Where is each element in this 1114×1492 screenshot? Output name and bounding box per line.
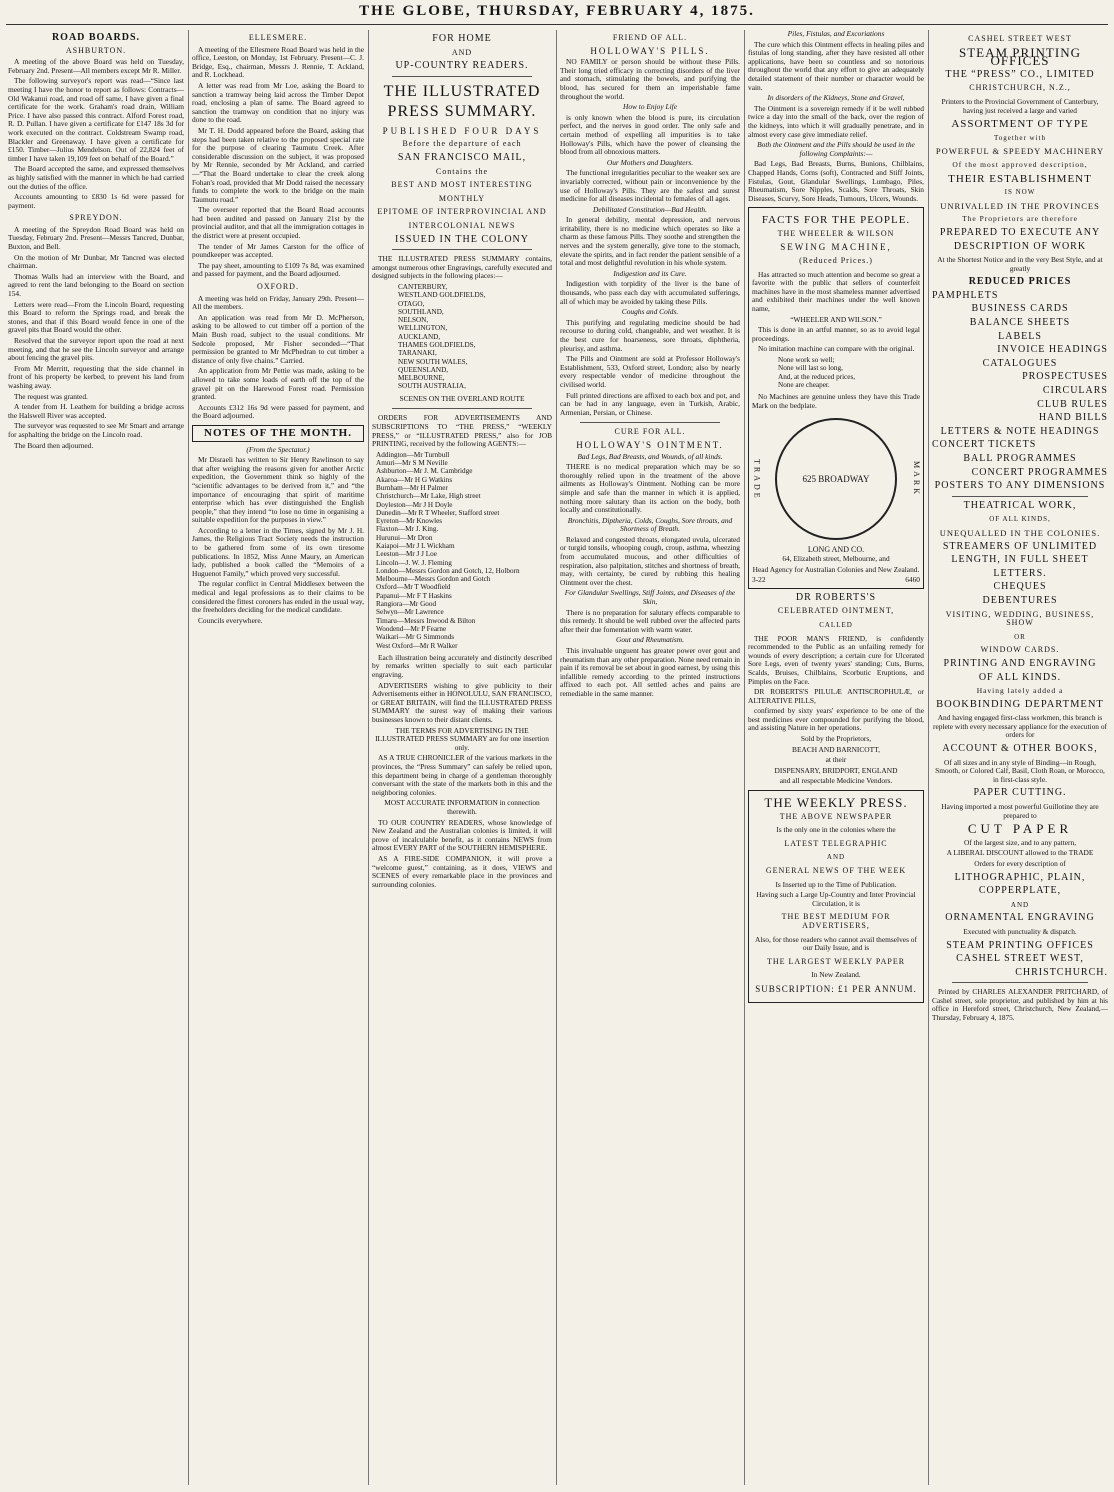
- paragraph: Printers to the Provincial Government of Canterbury, having just received a large and varied: [941, 96, 1099, 115]
- ad-heading: UP-COUNTRY READERS.: [395, 60, 529, 72]
- paragraph: On the motion of Mr Dunbar, Mr Tancred was elected chairman.: [8, 252, 184, 271]
- subheading: How to Enjoy Life: [623, 102, 677, 112]
- list-item: Oxford—Mr T Woodfield: [376, 583, 451, 592]
- paragraph: Each illustration being accurately and distinctly described by remarks written specially to suit each particular engraving.: [372, 652, 552, 680]
- ad-text: LETTERS.: [993, 567, 1047, 579]
- paragraph: THE ILLUSTRATED PRESS SUMMARY contains, amongst numerous other Engravings, carefully executed and designed subjects in the following places:—: [372, 254, 552, 281]
- list-item: NELSON,: [398, 316, 429, 325]
- paragraph: A meeting of the above Board was held on Tuesday, February 2nd. Present—All members except Mr R. Miller.: [8, 57, 184, 75]
- subheading: Piles, Fistulas, and Excoriations: [787, 30, 885, 38]
- ad-text: CASHEL STREET WEST: [968, 34, 1072, 43]
- ad-text: CHRISTCHURCH.: [1015, 966, 1108, 978]
- paragraph: The Ointment is a sovereign remedy if it be well rubbed twice a day into the small of the back, over the region of the kidneys, into which it will gradually penetrate, and in almost every case give immediate relief.: [748, 103, 924, 139]
- ad-text: OF ALL KINDS,: [989, 515, 1051, 524]
- list-item: CONCERT PROGRAMMES: [971, 466, 1108, 478]
- paragraph: A meeting of the Ellesmere Road Board was held in the office, Leeston, on Monday, 1st February. Present—C. J. Bridge, Esq., chairman, Messrs J. Rennie, T. Ackland, and R. Lockhead.: [192, 44, 364, 80]
- list-item: BALL PROGRAMMES: [963, 453, 1077, 464]
- ad-heading: THEIR ESTABLISHMENT: [948, 172, 1092, 185]
- ad-text: Before the departure of each: [402, 139, 522, 149]
- ad-heading: ASSORTMENT OF TYPE: [951, 118, 1089, 131]
- holloway-ointment-title: HOLLOWAY'S OINTMENT.: [576, 439, 724, 450]
- subheading: Bad Legs, Bad Breasts, and Wounds, of all kinds.: [577, 451, 723, 461]
- subheading: Indigestion and its Cure.: [613, 268, 687, 278]
- list-item: Timaru—Messrs Inwood & Bilton: [376, 616, 476, 625]
- list-item: SOUTH AUSTRALIA,: [398, 382, 466, 391]
- paragraph: This invaluable unguent has greater power over gout and rheumatism than any other preparation. None need remain in pain if its removal be set about in good earnest, by using this infallible remedy according to the printed instructions affixed to each pot. All settled aches and pains are remediable in the same manner.: [560, 646, 740, 698]
- ad-text: ACCOUNT & OTHER BOOKS,: [942, 743, 1098, 755]
- weekly-press-ad: [748, 790, 924, 1003]
- ad-text: VISITING, WEDDING, BUSINESS, SHOW: [945, 609, 1095, 628]
- paragraph: confirmed by sixty years' experience to be one of the best medicines ever compounded for purifying the blood, and assisting Nature in her operations.: [748, 706, 924, 733]
- divider: [952, 982, 1088, 983]
- ad-heading: BOOKBINDING DEPARTMENT: [936, 698, 1104, 710]
- paragraph: A meeting of the Spreydon Road Board was held on Tuesday, February 2nd. Present—Messrs Tancred, Dunbar, Buxton, and Bell.: [8, 224, 184, 252]
- paragraph: The overseer reported that the Board Road accounts had been audited and passed on January 21st by the provincial auditor, and that all the immigration cottages in the district were at present occupied.: [192, 205, 364, 241]
- list-item: PROSPECTUSES: [1022, 371, 1108, 383]
- paragraph: The Board then adjourned.: [14, 440, 94, 450]
- ad-reference-left: 3-22: [752, 575, 766, 585]
- ad-text: Of the most approved description,: [952, 159, 1088, 169]
- paragraph: No Machines are genuine unless they have this Trade Mark on the bedplate.: [752, 392, 920, 410]
- list-item: SOUTHLAND,: [398, 307, 444, 316]
- ad-text: CELEBRATED OINTMENT,: [777, 606, 895, 616]
- ad-heading: FACTS FOR THE PEOPLE.: [761, 214, 911, 227]
- ad-text: SEWING MACHINE,: [780, 242, 892, 253]
- paragraph: AS A TRUE CHRONICLER of the various markets in the provinces, the “Press Summary” can safely be relied upon, this department being in charge of a gentleman thoroughly conversant with the state of the markets both in this and the neighboring colonies.: [372, 753, 552, 797]
- list-item: Dunedin—Mr R T Wheeler, Stafford street: [376, 508, 500, 517]
- paragraph: MOST ACCURATE INFORMATION in connection therewith.: [384, 798, 540, 816]
- weekly-press-title: THE WEEKLY PRESS.: [764, 795, 908, 811]
- imprint: Printed by CHARLES ALEXANDER PRITCHARD, of Cashel street, sole proprietor, and published by him at his office in Hereford street, Christchurch, New Zealand,—Thursday, February 4, 1875.: [932, 987, 1108, 1022]
- ad-text: STEAM PRINTING OFFICES: [946, 939, 1094, 951]
- ad-heading: FOR HOME: [432, 33, 492, 44]
- ellesmere-heading: ELLESMERE.: [248, 33, 308, 42]
- paragraph: Letters were read—From the Lincoln Board, requesting this Board to reform the Springs road, and break the stones, and that if this Board would fence in one of the gravel pits that Board would the other.: [8, 299, 184, 335]
- paragraph: Relaxed and congested throats, elongated uvula, ulcerated or turgid tonsils, whooping cough, croup, asthma, wheezing from accumulated mucous, and other difficulties of respiration, also palpitation, stitches and shortness of breath, may, with certainty, be cured by rubbing this healing Ointment over the chest.: [560, 534, 740, 587]
- paragraph: Having imported a most powerful Guillotine they are prepared to: [941, 802, 1099, 820]
- list-item: THAMES GOLDFIELDS,: [398, 340, 476, 349]
- paragraph: Resolved that the surveyor report upon the road at next meeting, and that he see the Lincoln surveyor and arrange about fencing the gravel pits.: [8, 336, 184, 363]
- subheading: Bronchitis, Diptheria, Colds, Coughs, Sore throats, and Shortness of Breath.: [567, 515, 733, 534]
- list-item: Waikari—Mr G Simmonds: [376, 633, 455, 642]
- list-item: POSTERS TO ANY DIMENSIONS: [934, 480, 1106, 492]
- ad-text: LENGTH, IN FULL SHEET: [951, 554, 1089, 566]
- ad-text: THE ABOVE NEWSPAPER: [779, 811, 893, 821]
- paragraph: Of all sizes and in any style of Binding—in Rough, Smooth, or Colored Calf, Basil, Cloth Roan, or Morocco, in first-class style.: [935, 757, 1105, 784]
- wheeler-wilson-ad: [748, 207, 924, 588]
- friend-of-all-heading: FRIEND OF ALL.: [612, 33, 688, 42]
- ad-reference-right: 6460: [905, 575, 920, 585]
- verse: [778, 356, 920, 389]
- ashburton-heading: ASHBURTON.: [65, 45, 127, 55]
- paragraph: From Mr Merritt, requesting that the side channel in front of his property be kerbed, to prevent his land from washing away.: [8, 363, 184, 390]
- list-item: LETTERS & NOTE HEADINGS: [940, 425, 1100, 437]
- reduced-prices-heading: REDUCED PRICES: [968, 276, 1072, 288]
- ad-text: PREPARED TO EXECUTE ANY: [939, 226, 1101, 238]
- paragraph: No imitation machine can compare with the original.: [758, 344, 915, 354]
- column-divider: [744, 30, 745, 1485]
- subheading: Coughs and Colds.: [621, 307, 679, 317]
- list-item: Ashburton—Mr J. M. Cambridge: [376, 467, 473, 476]
- paragraph: and all respectable Medicine Vendors.: [779, 776, 893, 786]
- paragraph: Bad Legs, Bad Breasts, Burns, Bunions, Chilblains, Chapped Hands, Corns (soft), Contracted and Stiff Joints, Fistulas, Gout, Glandular Swellings, Lumbago, Piles, Rheumatism, Sore Nipples, Scalds, Sore Throats, Skin Diseases, Scurvy, Sore Heads, Tumours, Ulcers, Wounds.: [748, 159, 924, 203]
- ad-text: EPITOME OF INTERPROVINCIAL AND: [377, 207, 547, 217]
- ad-text: CHEQUES: [993, 581, 1047, 593]
- paragraph: DISPENSARY, BRIDPORT, ENGLAND: [774, 765, 898, 775]
- ad-text: PAPER CUTTING.: [973, 787, 1067, 799]
- column-holloway: [560, 30, 740, 1485]
- paragraph: Also, for those readers who cannot avail themselves of our Daily Issue, and is: [755, 934, 917, 953]
- ad-text: CHRISTCHURCH, N.Z.,: [969, 83, 1071, 93]
- masthead: THE GLOBE, THURSDAY, FEBRUARY 4, 1875.: [359, 3, 755, 19]
- oxford-heading: OXFORD.: [257, 282, 299, 292]
- paragraph: This purifying and regulating medicine should be had recourse to during cold, changeable, and wet weather. It is the best cure for hoarseness, sore throats, diphtheria, pleurisy, and asthma.: [560, 317, 740, 353]
- paragraph: In general debility, mental depression, and nervous irritability, there is no medicine which operates so like a charm as these famous Pills. They soothe and strengthen the nerves and the system generally, give tone to the stomach, elevate the spirits, and in fact render the patient sensible of a total and most delightful revolution in his whole system.: [560, 215, 740, 268]
- ad-text: LONG AND CO.: [807, 545, 865, 555]
- cut-paper-heading: CUT PAPER: [967, 821, 1073, 837]
- column-ointment-sewing-machine: [748, 30, 924, 1485]
- list-item: London—Messrs Gordon and Gotch, 12, Holborn: [376, 566, 520, 575]
- paragraph: The functional irregularities peculiar to the weaker sex are invariably corrected, without pain or inconvenience by the use of Holloway's Pills. They are the safest and surest medicine for all diseases incidental to females of all ages.: [560, 168, 740, 204]
- paragraph: The following surveyor's report was read—“Since last meeting I have the honor to report as follows: Contracts—Old Wakanui road, and road off same, I have given a final certificate for the work. Graham's road drain, William Price. I have also passed this contract. Alford Forest road, R. D. Pullan. I have given a certificate for £147 18s 3d for work executed on the contract. Coldstream Swamp road, Blackler and Greenaway. I have given a certificate for £150. Timber—Julius Mendelson. Out of 22,824 feet of timber I have taken 19,109 feet on behalf of the Board.”: [8, 76, 184, 163]
- top-rule: [6, 24, 1108, 25]
- paragraph: Accounts amounting to £830 1s 6d were passed for payment.: [8, 192, 184, 210]
- list-item: CONCERT TICKETS: [932, 439, 1037, 451]
- paragraph: Mr Disraeli has written to Sir Henry Rawlinson to say that after weighing the reasons given for another Arctic expedition, the Government think so highly of the “scientific advantages to be derived from it,” and “the importance of encouraging that spirit of maritime enterprise which has ever distinguished the English people,” that they intend “to lose no time in organising a suitable expedition for the purposes in view.”: [192, 455, 364, 525]
- ad-text: (Reduced Prices.): [799, 256, 873, 266]
- paragraph: THE POOR MAN'S FRIEND, is confidently recommended to the Public as an unfailing remedy for wounds of every description; a certain cure for Ulcerated Sore Legs, even of twenty years' standing; Cuts, Burns, Scalds, Bruises, Chilblains, Scorbutic Eruptions, and Pimples on the Face.: [748, 633, 924, 686]
- list-item: MELBOURNE,: [398, 374, 445, 383]
- list-item: BALANCE SHEETS: [969, 317, 1071, 329]
- list-item: Woodend—Mr P Fearne: [376, 624, 447, 633]
- paragraph: ADVERTISERS wishing to give publicity to their Advertisements either in HONOLULU, SAN FRANCISCO, or GREAT BRITAIN, will find the ILLUSTRATED PRESS SUMMARY the surest way of making their various businesses known to their distant clients.: [372, 680, 552, 725]
- ad-text: Together with: [994, 133, 1046, 142]
- paragraph: Orders for every description of: [974, 859, 1066, 868]
- paragraph: NO FAMILY or person should be without these Pills. Their long tried efficacy in correcting disorders of the liver and stomach, stimulating the bowels, and purifying the blood, has secured for them an imperishable fame throughout the world.: [560, 57, 740, 101]
- ad-text: IS NOW: [1004, 188, 1036, 197]
- paragraph: The surveyor was requested to see Mr Smart and arrange for asphalting the bridge on the Lincoln road.: [8, 421, 184, 439]
- spreydon-heading: SPREYDON.: [69, 213, 123, 223]
- column-divider: [928, 30, 929, 1485]
- column-road-boards: [8, 30, 184, 1485]
- paragraph: This is done in an artful manner, so as to avoid legal proceedings.: [752, 325, 920, 343]
- places-list: [398, 283, 552, 391]
- paragraph: “WHEELER AND WILSON.”: [790, 314, 882, 324]
- ad-text: SAN FRANCISCO MAIL,: [397, 151, 527, 163]
- divider: [952, 496, 1088, 497]
- list-item: LABELS: [998, 330, 1042, 342]
- notes-source: (From the Spectator.): [246, 444, 310, 454]
- paragraph: at their: [825, 755, 847, 765]
- paragraph: The tender of Mr James Carston for the office of poundkeeper was accepted.: [192, 241, 364, 260]
- list-item: WELLINGTON,: [398, 324, 448, 333]
- subheading: For Glandular Swellings, Stiff Joints, and Diseases of the Skin,: [564, 588, 736, 607]
- trademark-row: [752, 412, 920, 546]
- column-divider: [556, 30, 557, 1485]
- subheading: Gout and Rheumatism.: [616, 635, 684, 645]
- list-item: Selwyn—Mr Lawrence: [376, 608, 444, 617]
- ad-text: ISSUED IN THE COLONY: [395, 233, 529, 245]
- list-item: HAND BILLS: [1038, 412, 1108, 424]
- ad-text: The Proprietors are therefore: [962, 214, 1078, 224]
- subheading: In disorders of the Kidneys, Stone and Gravel,: [767, 93, 905, 103]
- ad-text: WINDOW CARDS.: [980, 645, 1060, 655]
- paragraph: THERE is no medical preparation which may be so thoroughly relied upon in the treatment of the above ailments as Holloway's Ointment. Nothing can be more simple and safe than the manner in which it is applied, nothing more salutary than its action on the body, both locally and constitutionally.: [560, 462, 740, 515]
- paragraph: DR ROBERTS'S PILULÆ ANTISCROPHULÆ, or ALTERATIVE PILLS,: [748, 687, 924, 705]
- list-item: AUCKLAND,: [398, 332, 441, 341]
- ad-text: CASHEL STREET WEST,: [956, 953, 1084, 965]
- list-item: CIRCULARS: [1042, 385, 1108, 397]
- trademark-seal-icon: [775, 418, 897, 540]
- ad-text: AND: [451, 47, 473, 57]
- press-summary-title: THE ILLUSTRATED PRESS SUMMARY.: [383, 82, 541, 120]
- paragraph: THE TERMS FOR ADVERTISING IN THE ILLUSTRATED PRESS SUMMARY are for one insertion only.: [375, 725, 549, 752]
- paragraph: A LIBERAL DISCOUNT allowed to the TRADE: [946, 848, 1094, 858]
- paragraph: ORDERS FOR ADVERTISEMENTS AND SUBSCRIPTIONS TO “THE PRESS,” “WEEKLY PRESS,” or “ILLUSTRATED PRESS,” also for JOB PRINTING, received by the following AGENTS:—: [372, 413, 552, 449]
- mark-label: MARK: [912, 461, 921, 498]
- list-item: CATALOGUES: [982, 357, 1058, 369]
- paragraph: Full printed directions are affixed to each box and pot, and can be had in any language, even in Turkish, Arabic, Armenian, Persian, or Chinese.: [560, 390, 740, 417]
- list-item: CANTERBURY,: [398, 282, 448, 291]
- ad-text: Having lately added a: [976, 686, 1064, 696]
- list-item: None are cheaper.: [778, 380, 830, 389]
- list-item: Hurunui—Mr Dron: [376, 533, 433, 542]
- cure-for-all-heading: CURE FOR ALL.: [614, 427, 686, 437]
- ad-text: PRINTING AND ENGRAVING: [943, 657, 1097, 669]
- paragraph: Mr T. H. Dodd appeared before the Board, asking that steps had been taken relative to the proposed special rate for the purpose of clearing Taumutu Creek. After considerable discussion on the subject, it was proposed by Mr Rennie, seconded by Mr Ackland, and carried—“That the Board undertake to clear the creek along Fohan's road, provided that Mr Dodd raised the necessary funds to complete the work to the bridge on the main Taumutu road.”: [192, 125, 364, 204]
- paragraph: Indigestion with torpidity of the liver is the bane of thousands, who pass each day with accumulated sufferings, all of which may be avoided by taking these Pills.: [560, 279, 740, 306]
- paragraph: The Pills and Ointment are sold at Professor Holloway's Establishment, 533, Oxford street, London; also by nearly every respectable vendor of medicine throughout the civilised world.: [560, 354, 740, 389]
- paragraph: The pay sheet, amounting to £109 7s 8d, was examined and passed for payment, and the Board adjourned.: [192, 260, 364, 279]
- list-item: WESTLAND GOLDFIELDS,: [398, 291, 486, 300]
- subheading: Debilitated Constitution—Bad Health.: [593, 204, 707, 214]
- paragraph: Thomas Walls had an interview with the Board, and agreed to rent the land belonging to the Board on section 154.: [8, 271, 184, 299]
- paragraph: Has attracted so much attention and become so great a favorite with the public that sellers of counterfeit machines have in the most shameless manner advertised and exhibited their machines under the well known name,: [752, 269, 920, 314]
- paragraph: In New Zealand.: [811, 970, 861, 980]
- paragraph: is only known when the blood is pure, its circulation perfect, and the nerves in good order. The only safe and certain method of expelling all impurities is to take Holloway's Pills, which have the power of cleansing the blood from all obnoxious matters.: [560, 112, 740, 157]
- ad-text: AND: [1010, 900, 1030, 909]
- holloway-pills-title: HOLLOWAY'S PILLS.: [590, 45, 710, 56]
- notes-of-the-month-title: NOTES OF THE MONTH.: [192, 425, 364, 442]
- ad-text: THE WHEELER & WILSON: [777, 228, 895, 238]
- paragraph: There is no preparation for salutary effects comparable to this remedy. It should be well rubbed over the affected parts after their due fomentation with warm water.: [560, 607, 740, 634]
- paragraph: The cure which this Ointment effects in healing piles and fistulas of long standing, after they have resisted all other applications, have been so countless and so notorious throughout the world that any effort to give an adequately detailed statement of their number or character would be vain.: [748, 39, 924, 92]
- list-item: Leeston—Mr J J Loe: [376, 550, 437, 559]
- paragraph: SCENES ON THE OVERLAND ROUTE: [399, 393, 525, 403]
- column-ellesmere-notes: [192, 30, 364, 1485]
- ad-text: UNRIVALLED IN THE PROVINCES: [940, 200, 1100, 211]
- list-item: Doyleston—Mr J H Doyle: [376, 500, 453, 509]
- list-item: CLUB RULES: [1037, 398, 1108, 410]
- paragraph: TO OUR COUNTRY READERS, whose knowledge of New Zealand and the Australian colonies is limited, it will prove of incalculable benefit, as it contains NEWS from almost EVERY PART of the SOUTHERN HEMISPHERE.: [372, 817, 552, 853]
- list-item: QUEENSLAND,: [398, 365, 449, 374]
- ad-reference: [752, 576, 920, 585]
- ad-text: DEBENTURES: [982, 594, 1058, 606]
- list-item: Eyreton—Mr Knowles: [376, 517, 443, 526]
- paragraph: According to a letter in the Times, signed by Mr J. H. James, the Religious Tract Society needs the instruction to be gathered from some of its own tiresome publications. In 1852, Miss Anne Maury, an American lady, published a book called the “Memoirs of a Huguenot Family,” which proved very successful.: [192, 525, 364, 578]
- ad-text: AND: [826, 853, 846, 862]
- ad-text: COPPERPLATE,: [978, 885, 1062, 897]
- paragraph: The regular conflict in Central Middlesex between the medical and legal professions as to their claims to be considered the fittest coroners has ended in the usual way, the freeholders deciding for the medical candidate.: [192, 579, 364, 615]
- ad-text: DESCRIPTION OF WORK: [953, 240, 1087, 252]
- ad-text: THE “PRESS” CO., LIMITED: [945, 68, 1095, 80]
- column-printing-offices: [932, 30, 1108, 1485]
- list-item: Papanui—Mr F T Haskins: [376, 591, 452, 600]
- list-item: Burnham—Mr H Palmer: [376, 483, 448, 492]
- ad-text: THE BEST MEDIUM FOR ADVERTISERS,: [781, 912, 891, 930]
- paragraph: And having engaged first-class workmen, this branch is replete with every necessary appliance for the execution of orders for: [932, 713, 1107, 740]
- subheading: Both the Ointment and the Pills should be used in the following Complaints:—: [757, 140, 915, 158]
- list-item: None work so well;: [778, 356, 835, 364]
- subscription-price: SUBSCRIPTION: £1 PER ANNUM.: [755, 983, 917, 994]
- ad-text: Contains the: [435, 166, 489, 176]
- ad-text: LITHOGRAPHIC, PLAIN,: [954, 871, 1086, 883]
- ad-text: POWERFUL & SPEEDY MACHINERY: [935, 146, 1105, 157]
- paragraph: Having such a Large Up-Country and Inter Provincial Circulation, it is: [756, 890, 916, 908]
- ad-text: BEST AND MOST INTERESTING: [391, 180, 533, 190]
- divider: [392, 408, 532, 409]
- paragraph: Sold by the Proprietors,: [800, 734, 872, 744]
- column-divider: [368, 30, 369, 1485]
- divider: [392, 76, 532, 77]
- ad-text: THE LARGEST WEEKLY PAPER: [766, 956, 906, 966]
- paragraph: BEACH AND BARNICOTT,: [792, 744, 880, 754]
- road-boards-title: ROAD BOARDS.: [51, 32, 141, 43]
- ad-text: UNEQUALLED IN THE COLONIES.: [939, 527, 1101, 538]
- ad-text: STREAMERS OF UNLIMITED: [942, 540, 1098, 552]
- list-item: Akaroa—Mr H G Watkins: [376, 475, 453, 484]
- paragraph: Is Inserted up to the Time of Publication.: [775, 879, 897, 889]
- list-item: Addington—Mr Turnbull: [376, 450, 450, 459]
- list-item: And, at the reduced prices,: [778, 372, 856, 381]
- list-item: PAMPHLETS: [932, 289, 999, 301]
- paragraph: A meeting was held on Friday, January 29th. Present—All the members.: [192, 293, 364, 312]
- ad-text: THEATRICAL WORK,: [963, 499, 1077, 511]
- list-item: None will last so long,: [778, 364, 843, 373]
- seal-text: 625 BROADWAY: [802, 474, 870, 485]
- paragraph: A tender from H. Leathem for building a bridge across the Halswell River was accepted.: [8, 402, 184, 420]
- paragraph: Accounts £312 16s 9d were passed for payment, and the Board adjourned.: [192, 402, 364, 421]
- subheading: Our Mothers and Daughters.: [606, 157, 694, 167]
- ad-heading: DR ROBERTS'S: [795, 591, 877, 603]
- paragraph: Of the largest size, and to any pattern,: [963, 837, 1077, 847]
- list-item: Flaxton—Mr J. King.: [376, 525, 439, 534]
- list-item: Melbourne—Messrs Gordon and Gotch: [376, 575, 491, 584]
- paragraph: The Board accepted the same, and expressed themselves as highly satisfied with the manner in which he had carried out the duties of the office.: [8, 164, 184, 191]
- list-item: Rangiora—Mr Good: [376, 600, 437, 609]
- list-item: West Oxford—Mr R Walker: [376, 641, 458, 650]
- list-item: Kaiapoi—Mr J L Wickham: [376, 542, 455, 550]
- ad-text: INTERCOLONIAL NEWS: [408, 220, 516, 230]
- list-item: Amuri—Mr S M Neville: [376, 459, 448, 468]
- steam-printing-title: STEAM PRINTING OFFICES: [959, 44, 1081, 69]
- ad-text: OR: [1014, 632, 1026, 641]
- paragraph: AS A FIRE-SIDE COMPANION, it will prove a “welcome guest,” containing, as it does, VIEWS and SCENES of every remarkable place in the provinces and surrounding colonies.: [372, 853, 552, 889]
- paragraph: Is the only one in the colonies where the: [776, 825, 896, 835]
- divider: [580, 422, 720, 423]
- column-divider: [188, 30, 189, 1485]
- paragraph: An application from Mr Pettie was made, asking to be allowed to take some loads of earth off the top of the gravel pit on the Harewood Forest road. Permission granted.: [192, 366, 364, 402]
- paragraph: At the Shortest Notice and in the very Best Style, and at greatly: [937, 255, 1103, 273]
- list-item: Lincoln—J. W. J. Fleming: [376, 558, 452, 567]
- list-item: OTAGO,: [398, 299, 425, 308]
- list-item: INVOICE HEADINGS: [997, 344, 1108, 356]
- paragraph: 64, Elizabeth street, Melbourne, and: [782, 553, 890, 563]
- paragraph: Councils everywhere.: [198, 615, 263, 625]
- list-item: BUSINESS CARDS: [971, 303, 1069, 315]
- paragraph: The request was granted.: [14, 391, 88, 401]
- ad-text: GENERAL NEWS OF THE WEEK: [765, 866, 907, 875]
- column-press-summary: [372, 30, 552, 1485]
- ad-text: CALLED: [819, 620, 853, 629]
- ad-text: OF ALL KINDS.: [978, 671, 1062, 683]
- ad-text: PUBLISHED FOUR DAYS: [382, 125, 542, 136]
- divider: [392, 249, 532, 250]
- list-item: TARANAKI,: [398, 349, 437, 358]
- paragraph: A letter was read from Mr Loe, asking the Board to sanction a tramway being laid across the Timber Depot road, enclosing a plan of same. The Board agreed to sanction the tramway on condition that no injury was done to the road.: [192, 80, 364, 125]
- paragraph: Executed with punctuality & dispatch.: [963, 926, 1077, 936]
- trade-label: TRADE: [752, 458, 762, 501]
- paragraph: Head Agency for Australian Colonies and New Zealand.: [752, 564, 920, 574]
- agents-list: [376, 451, 552, 650]
- list-item: NEW SOUTH WALES,: [398, 357, 468, 366]
- ad-text: ORNAMENTAL ENGRAVING: [945, 912, 1095, 924]
- paragraph: An application was read from Mr D. McPherson, asking to be allowed to cut timber off a portion of the Main Bush road, subject to the usual conditions. Mr Sedcole proposed, Mr Fisher seconded—“That permission be granted to Mr McPhedran to cut timber a distance of only five chains.” Carried.: [192, 312, 364, 365]
- list-item: Christchurch—Mr Lake, High street: [376, 492, 481, 501]
- ad-text: MONTHLY: [438, 193, 486, 203]
- ad-text: LATEST TELEGRAPHIC: [784, 838, 888, 848]
